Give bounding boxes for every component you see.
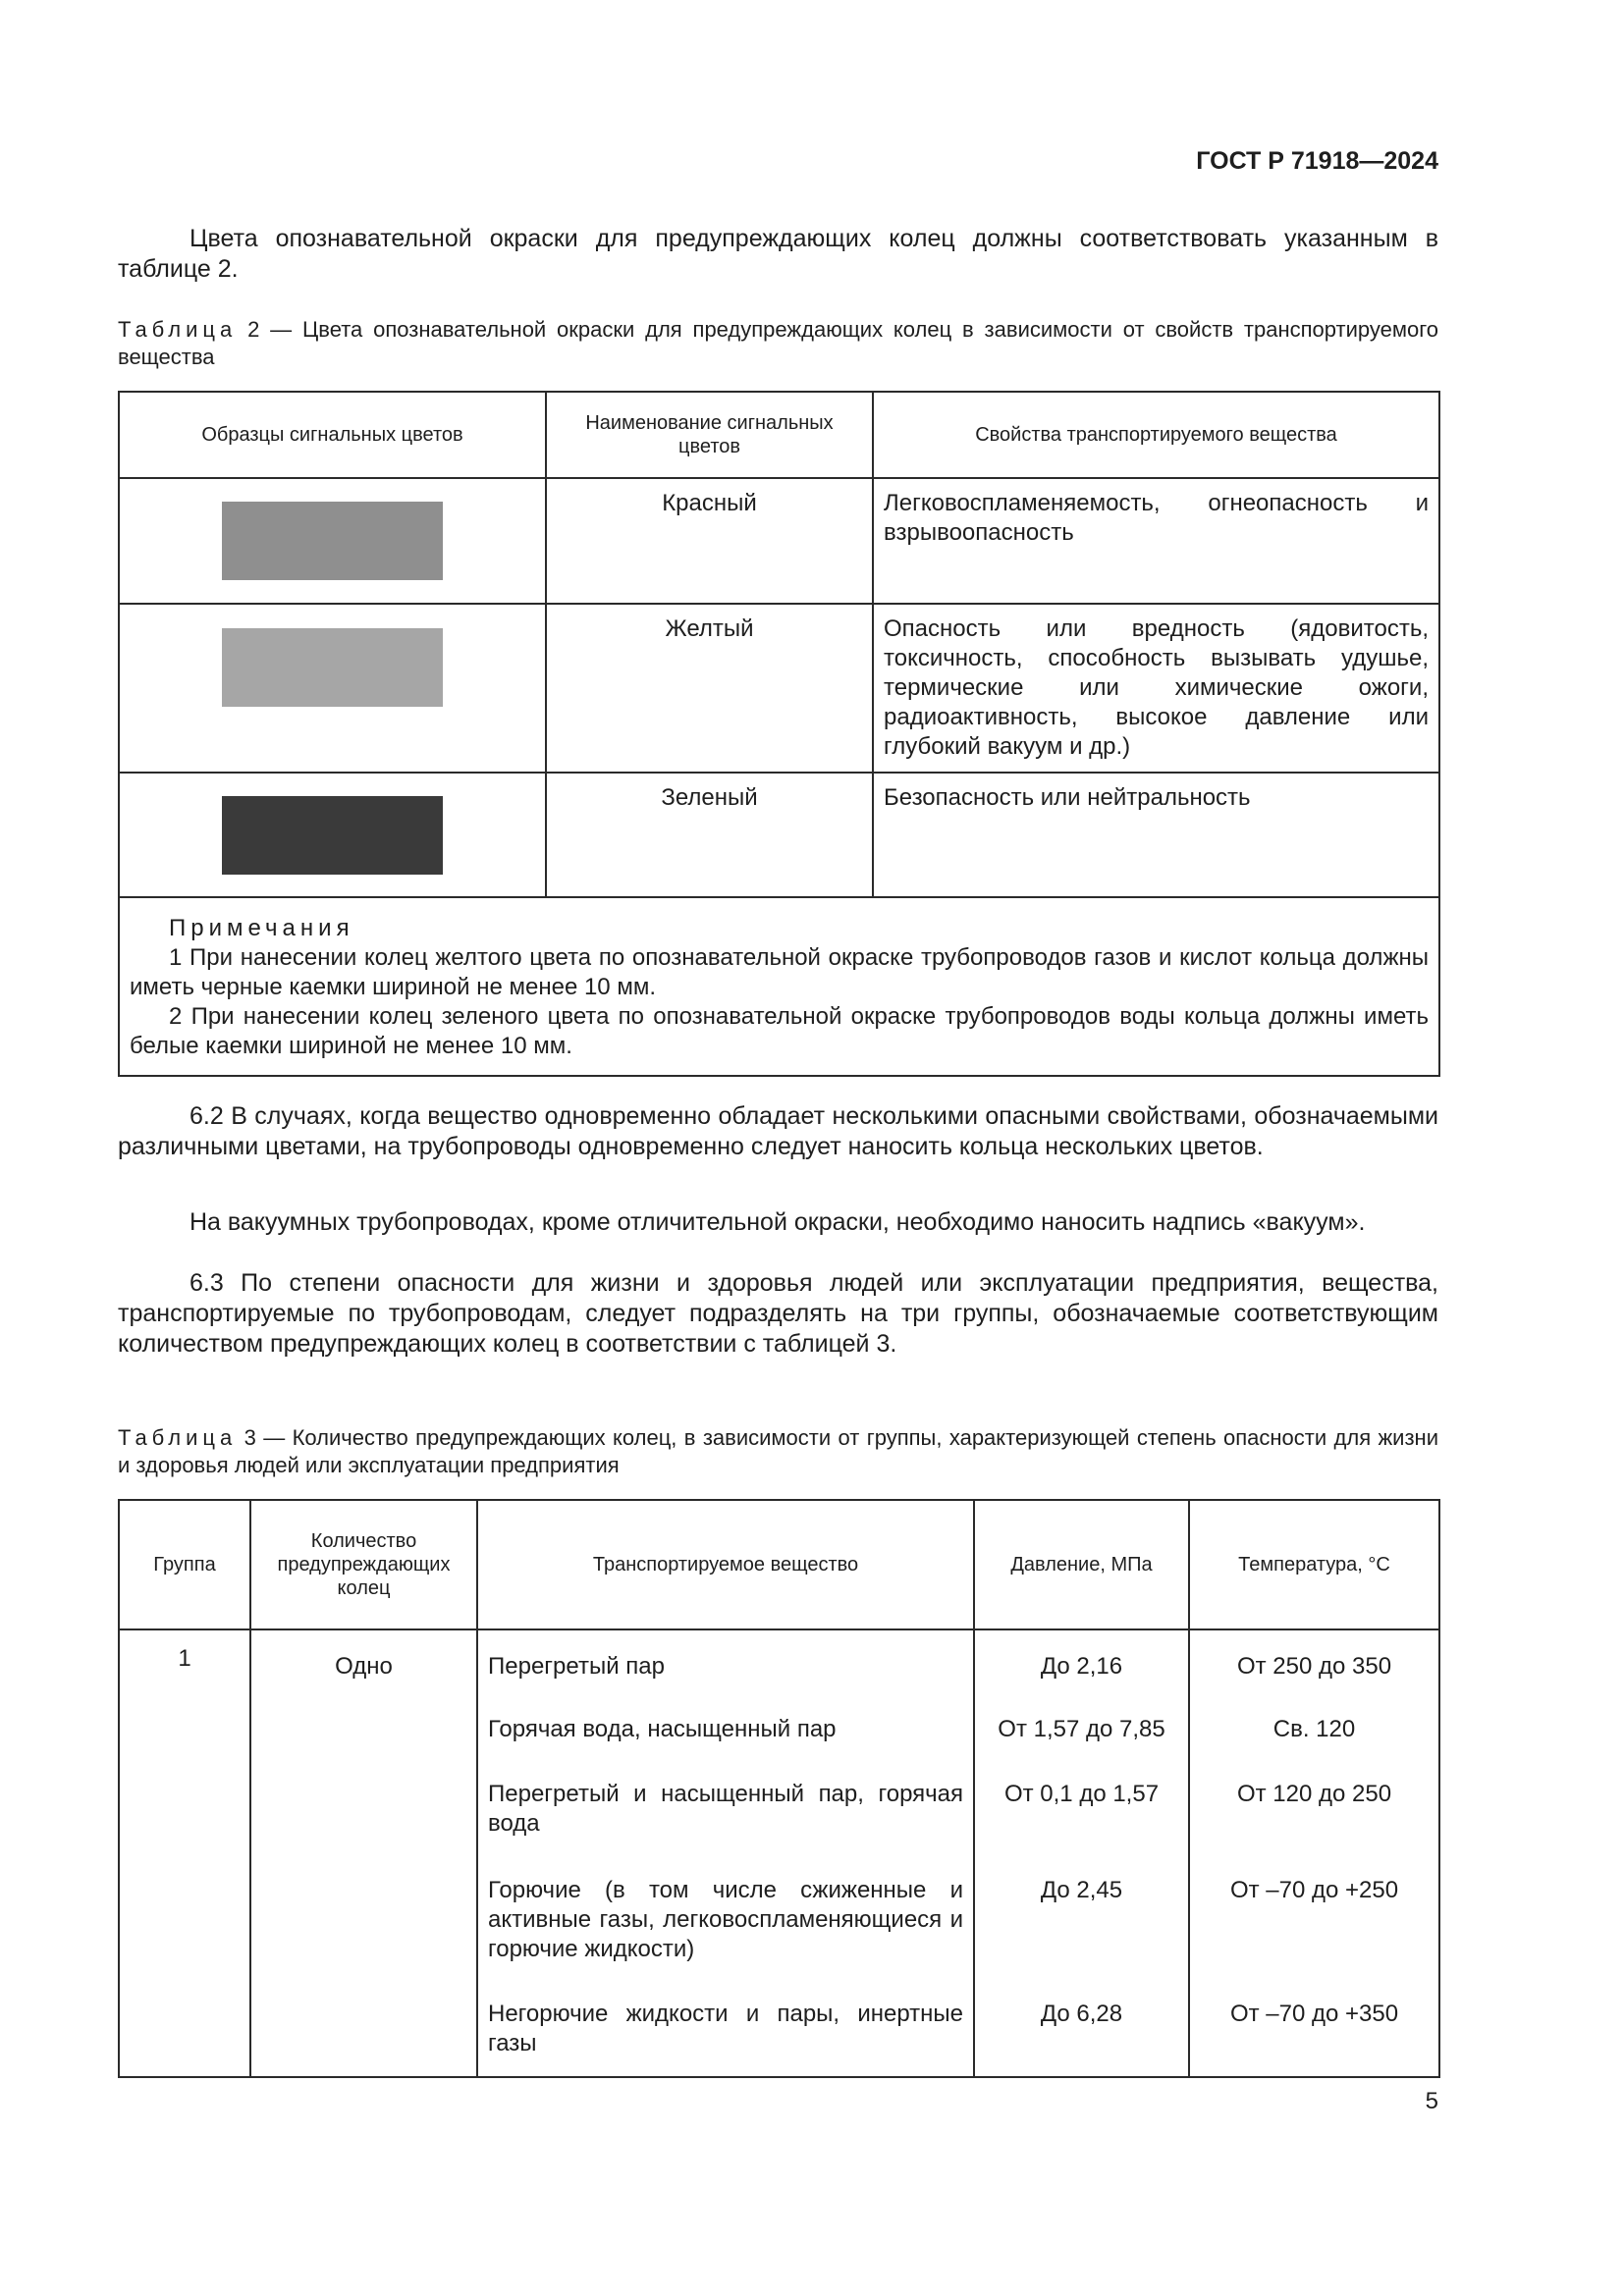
table3-header-temperature: Температура, °С [1189, 1500, 1439, 1629]
table2-header-name: Наименование сигнальных цветов [546, 392, 873, 478]
table-row [119, 1629, 1439, 2077]
standard-code: ГОСТ Р 71918—2024 [1196, 147, 1438, 175]
pressure-item: До 2,45 [1040, 1877, 1123, 1903]
table3-header-substance: Транспортируемое вещество [477, 1500, 974, 1629]
note-2: 2 При нанесении колец зеленого цвета по опознавательной окраске трубопроводов воды кольца должны иметь белые каемки шириной не менее 10 мм. [130, 1003, 1429, 1059]
table3-caption-text: 3 — Количество предупреждающих колец, в зависимости от группы, характеризующей степень опасности для жизни и здоровья людей или эксплуатации предприятия [118, 1425, 1438, 1477]
table-2 [118, 391, 1440, 1077]
table-row [119, 478, 1439, 604]
paragraph-6-2: 6.2 В случаях, когда вещество одновременно обладает несколькими опасными свойствами, обозначаемыми различными цветами, на трубопроводы одновременно следует наносить кольца нескольких цветов. [118, 1102, 1438, 1160]
swatch-cell [119, 478, 546, 604]
table2-header-properties: Свойства транспортируемого вещества [873, 392, 1439, 478]
table3-caption-label: Таблица [118, 1425, 238, 1450]
table3-header-row [119, 1500, 1439, 1629]
pressure-item: От 1,57 до 7,85 [998, 1716, 1165, 1742]
color-properties: Опасность или вредность (ядовитость, токсичность, способность вызывать удушье, термические или химические ожоги, радиоактивность, высокое давление или глубокий вакуум и др.) [873, 604, 1439, 773]
table-row [119, 604, 1439, 773]
color-name: Зеленый [546, 773, 873, 897]
notes-title: Примечания [169, 915, 354, 941]
temperature-item: От 250 до 350 [1236, 1653, 1392, 1680]
temperature-item: От 120 до 250 [1236, 1781, 1392, 1807]
color-name: Желтый [546, 604, 873, 773]
ring-count: Одно [250, 1629, 477, 2077]
substance-item: Негорючие жидкости и пары, инертные газы [488, 2001, 963, 2056]
table3-caption [118, 1424, 1438, 1479]
note-1: 1 При нанесении колец желтого цвета по опознавательной окраске трубопроводов газов и кислот кольца должны иметь черные каемки шириной не менее 10 мм. [130, 944, 1429, 1000]
table2-header-swatch: Образцы сигнальных цветов [119, 392, 546, 478]
swatch-cell [119, 773, 546, 897]
temperature-item: От –70 до +250 [1229, 1877, 1399, 1903]
paragraph-6-3: 6.3 По степени опасности для жизни и здоровья людей или эксплуатации предприятия, вещества, транспортируемые по трубопроводам, следует подразделять на три группы, обозначаемые соответствующим количеством предупреждающих колец в соответствии с таблицей 3. [118, 1269, 1438, 1358]
table-row [119, 773, 1439, 897]
temperature-item: Св. 120 [1272, 1716, 1356, 1742]
intro-paragraph: Цвета опознавательной окраски для предупреждающих колец должны соответствовать указанным в таблице 2. [118, 225, 1438, 283]
color-properties: Безопасность или нейтральность [873, 773, 1439, 897]
pressure-item: До 2,16 [1040, 1653, 1123, 1680]
swatch-cell [119, 604, 546, 773]
table3-header-count: Количество предупреждающих колец [250, 1500, 477, 1629]
table2-notes [119, 897, 1439, 1076]
paragraph-vacuum: На вакуумных трубопроводах, кроме отличительной окраски, необходимо наносить надпись «вакуум». [189, 1208, 1366, 1236]
substance-item: Перегретый пар [488, 1653, 665, 1680]
table3-header-pressure: Давление, МПа [974, 1500, 1189, 1629]
temperature-cell [1189, 1629, 1439, 2077]
table2-notes-row [119, 897, 1439, 1076]
table2-caption [118, 316, 1438, 371]
green-swatch [222, 796, 443, 875]
table-3 [118, 1499, 1440, 2078]
substance-item: Горячая вода, насыщенный пар [488, 1716, 837, 1742]
color-name: Красный [546, 478, 873, 604]
substance-item: Перегретый и насыщенный пар, горячая вода [488, 1781, 963, 1837]
table2-caption-label: Таблица [118, 317, 238, 342]
table2-caption-text: 2 — Цвета опознавательной окраски для предупреждающих колец в зависимости от свойств транспортируемого вещества [118, 317, 1438, 369]
pressure-item: От 0,1 до 1,57 [1003, 1781, 1160, 1807]
substances-cell [477, 1629, 974, 2077]
pressure-item: До 6,28 [1040, 2001, 1123, 2027]
red-swatch [222, 502, 443, 580]
group-number: 1 [119, 1629, 250, 2077]
pressure-cell [974, 1629, 1189, 2077]
substance-item: Горючие (в том числе сжиженные и активные газы, легковоспламеняющиеся и горючие жидкости) [488, 1877, 963, 1962]
table3-header-group: Группа [119, 1500, 250, 1629]
table2-header-row [119, 392, 1439, 478]
color-properties: Легковоспламеняемость, огнеопасность и взрывоопасность [873, 478, 1439, 604]
yellow-swatch [222, 628, 443, 707]
temperature-item: От –70 до +350 [1229, 2001, 1399, 2027]
page-number: 5 [1425, 2088, 1438, 2114]
